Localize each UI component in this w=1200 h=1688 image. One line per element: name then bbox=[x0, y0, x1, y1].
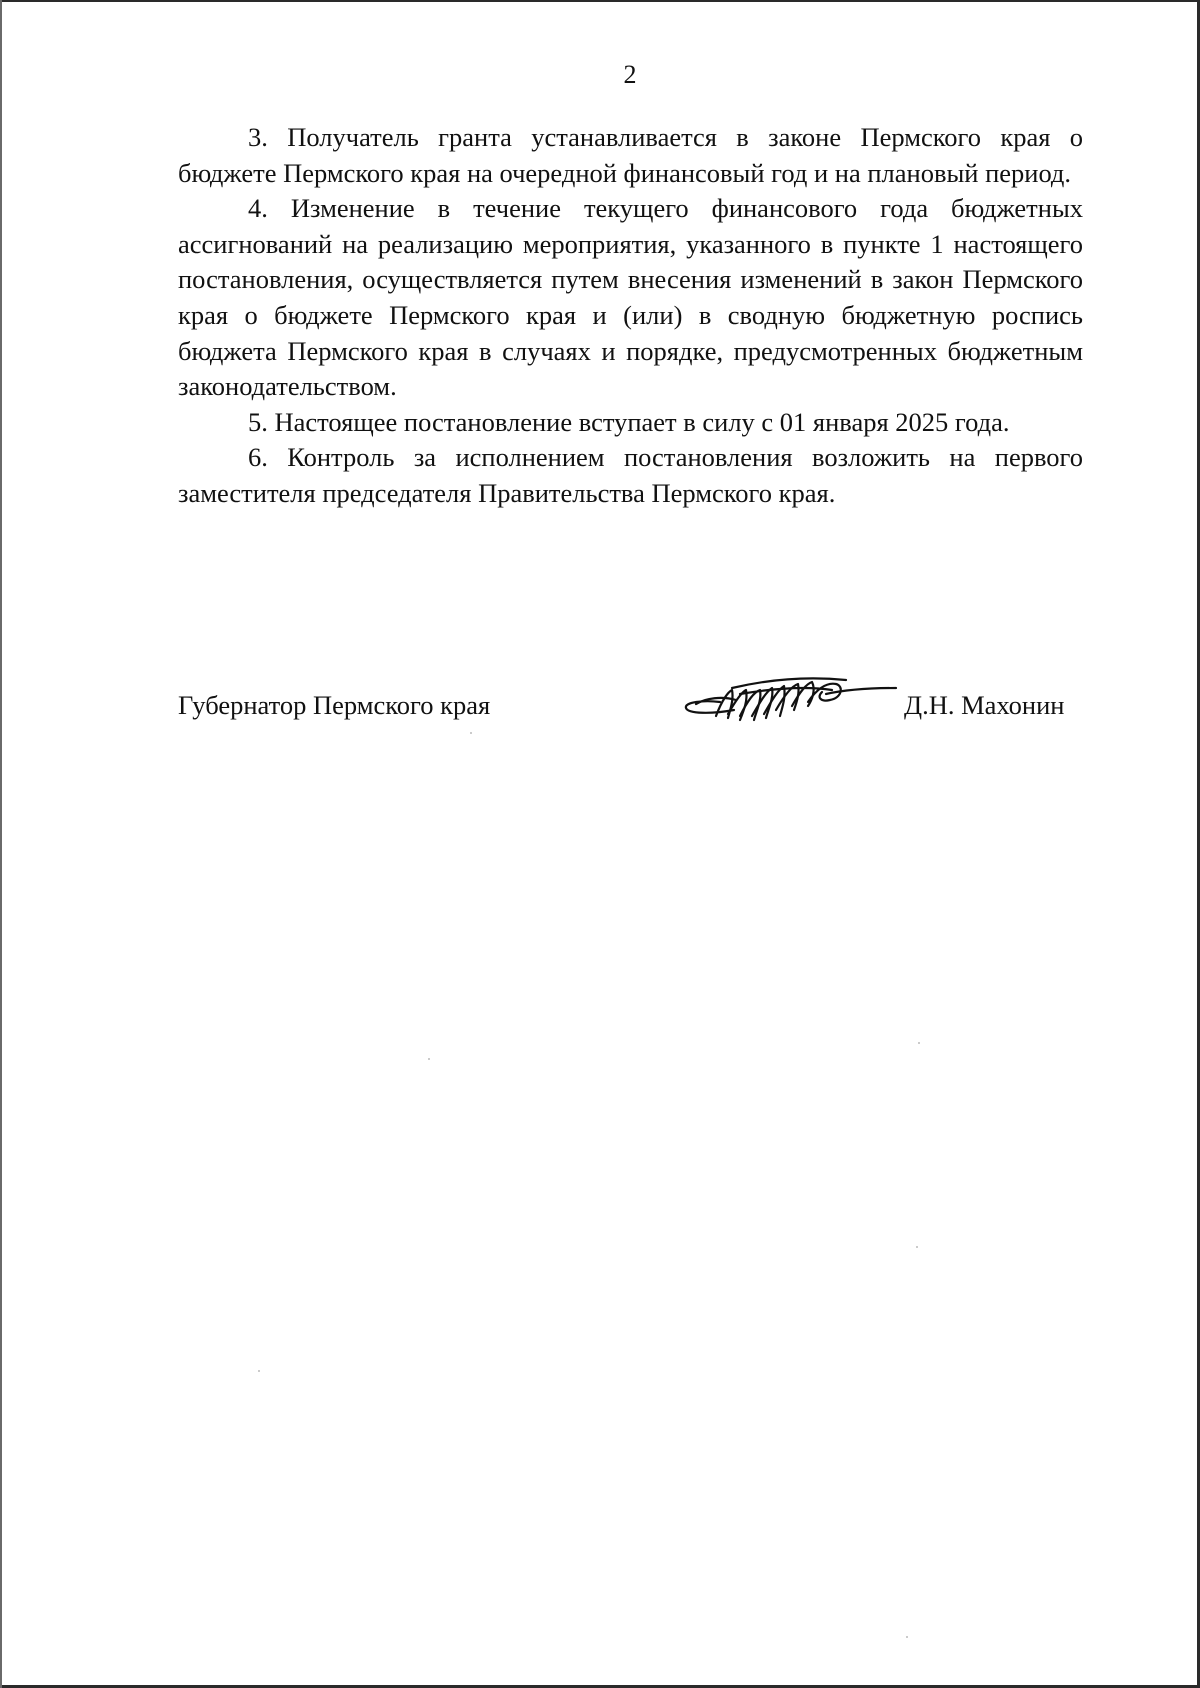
paragraph-5: 5. Настоящее постановление вступает в силу с 01 января 2025 года. bbox=[248, 406, 1010, 437]
scan-edge-top bbox=[0, 0, 1200, 2]
handwritten-signature bbox=[676, 670, 898, 726]
paragraph-4: 4. Изменение в течение текущего финансового года бюджетных ассигнований на реализацию мероприятия, указанного в пункте 1 настоящего постановления, осуществляется путем внесения изменений в закон Пермского края о бюджете Пермского края и (или) в сводную бюджетную роспись бюджета Пермского края в случаях и порядке, предусмотренных бюджетным законодательством. bbox=[178, 193, 1083, 402]
paragraph-3: 3. Получатель гранта устанавливается в законе Пермского края о бюджете Пермского края на очередной финансовый год и на плановый период. bbox=[178, 122, 1083, 188]
scan-edge-left bbox=[0, 0, 2, 1688]
scan-speck bbox=[918, 1042, 920, 1044]
signer-title: Губернатор Пермского края bbox=[178, 690, 491, 720]
document-body bbox=[178, 120, 1083, 512]
scan-speck bbox=[428, 1058, 430, 1060]
signer-name: Д.Н. Махонин bbox=[904, 690, 1065, 720]
scan-speck bbox=[916, 1246, 918, 1248]
scan-speck bbox=[470, 732, 472, 734]
scan-speck bbox=[258, 1370, 260, 1372]
page-number: 2 bbox=[623, 60, 637, 89]
signature-block bbox=[178, 670, 1083, 730]
paragraph-6: 6. Контроль за исполнением постановления возложить на первого заместителя председателя Правительства Пермского края. bbox=[178, 442, 1083, 508]
scan-speck bbox=[906, 1636, 908, 1638]
